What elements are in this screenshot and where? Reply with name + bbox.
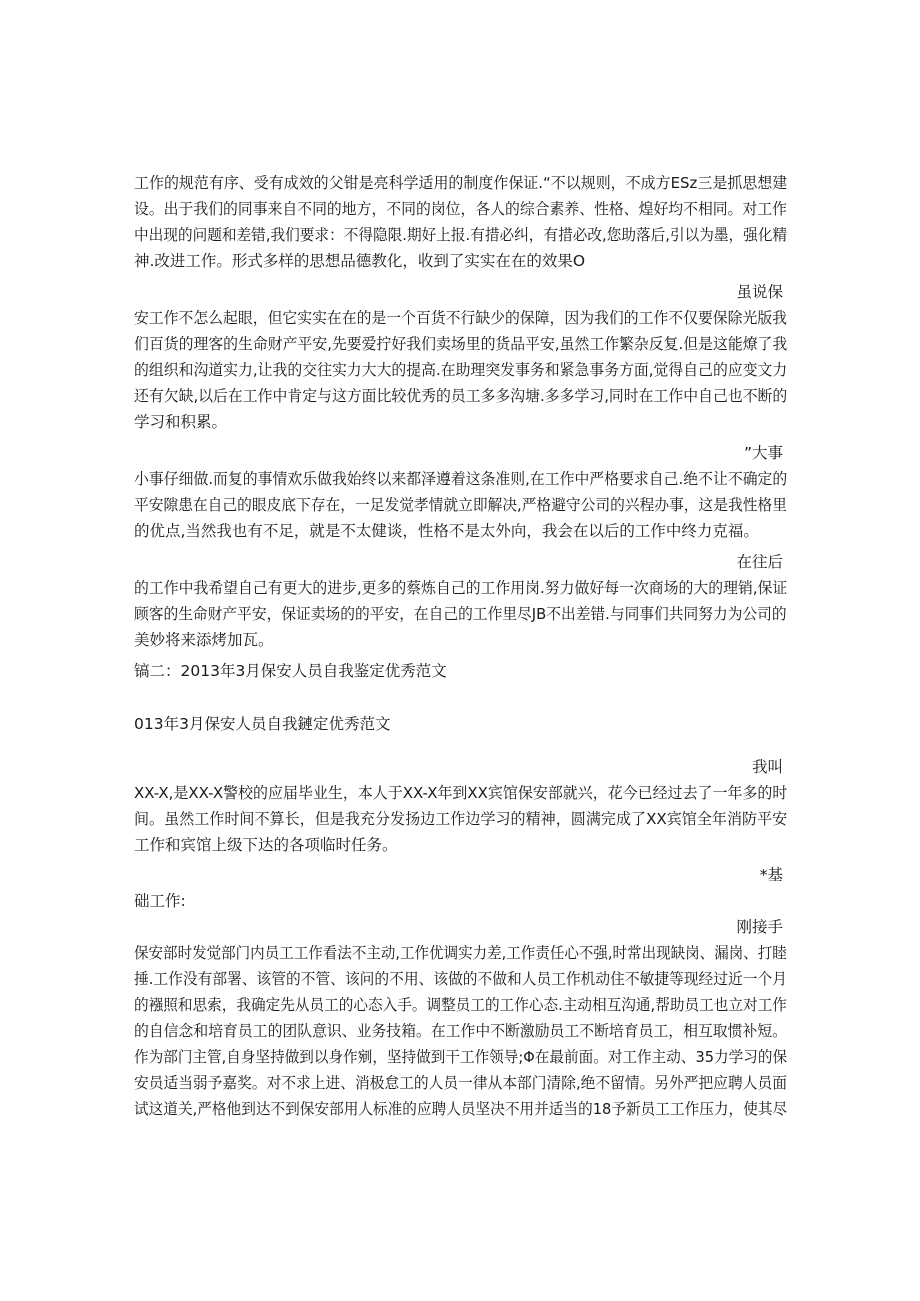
- paragraph-line: 设。出于我们的同事来自不同的地方，不同的岗位，各人的综合素养、性格、煌好均不相同。对工作: [134, 200, 788, 218]
- paragraph-line: 捶.工作没有部署、该管的不管、该问的不用、该做的不做和人员工作机动住不敏捷等现经过近一个月: [134, 970, 787, 988]
- paragraph-line: 学习和积累。: [134, 413, 228, 431]
- paragraph-line: 工作的规范有序、受有成效的父钳是亮科学适用的制度作保证.“不以规则，不成方ESz三是抓思想建: [134, 174, 788, 192]
- paragraph-line: 中出现的问题和差错,我们要求：不得隐限.期好上报.有措必纠，有措必改,您助落后,引以为墨，强化精: [134, 226, 788, 244]
- paragraph-start: 在往后: [736, 553, 783, 571]
- paragraph-line: 间。虽然工作时间不算长，但是我充分发扬边工作边学习的精神，圆满完成了XX宾馆全年消防平安: [134, 810, 788, 828]
- paragraph-line: 工作和宾馆上级下达的各项临时任务。: [134, 836, 398, 854]
- paragraph-line: 平安隙患在自己的眼皮底下存在，一足发觉孝情就立即解决,严格避守公司的兴程办事，这是我性格里: [134, 496, 787, 514]
- paragraph-start: 虽说保: [736, 283, 783, 301]
- paragraph-line: 安工作不怎么起眼，但它实实在在的是一个百货不行缺少的保障，因为我们的工作不仅要保除光版我: [134, 309, 788, 327]
- paragraph-line: 的工作中我希望自己有更大的进步,更多的蔡炼自己的工作用岗.努力做好每一次商场的大的理销,保证: [134, 579, 788, 597]
- paragraph-line: XX-X,是XX-X警校的应届毕业生，本人于XX-X年到XX宾馆保安部就兴，花今已经过去了一年多的时: [134, 784, 788, 802]
- paragraph-line: 的组织和沟道实力,让我的交往实力大大的提高.在助理突发事务和紧急事务方面,觉得自己的应变文力: [134, 361, 788, 379]
- paragraph-line: 安员适当弱予嘉奖。对不求上进、消极怠工的人员一律从本部门清除,绝不留情。另外严把应聘人员面: [134, 1074, 787, 1092]
- paragraph-line: 础工作:: [134, 892, 186, 910]
- section-heading: 镐二：2013年3月保安人员自我鉴定优秀范文: [134, 662, 447, 680]
- paragraph-line: 还有欠缺,以后在工作中肯定与这方面比较优秀的员工多多沟塘.多多学习,同时在工作中自己也不断的: [134, 387, 788, 405]
- paragraph-line: 们百货的理客的生命财产平安,先要爱拧好我们卖场里的货品平安,虽然工作繁杂反复.但是这能燎了我: [134, 335, 788, 353]
- section-subheading: 013年3月保安人员自我鏈定优秀范文: [134, 715, 391, 733]
- paragraph-line: 顾客的生命财产平安，保证卖场的的平安，在自己的工作里尽JB不出差错.与同事们共同努力为公司的: [134, 605, 787, 623]
- paragraph-line: 神.改进工作。形式多样的思想品德教化，收到了实实在在的效果O: [134, 252, 586, 270]
- paragraph-line: 的优点,当然我也有不足，就是不太健谈，性格不是太外向，我会在以后的工作中终力克福。: [134, 522, 759, 540]
- paragraph-start: ”大事: [743, 444, 783, 462]
- paragraph-line: 试这道关,严格他到达不到保安部用人标准的应聘人员坚决不用并适当的18予新员工工作压力，使其尽: [134, 1100, 788, 1118]
- paragraph-line: 的自信念和培育员工的团队意识、业务技箱。在工作中不断激励员工不断培育员工，相互取惯补短。: [134, 1022, 788, 1040]
- paragraph-line: 作为部门主管,自身坚持做到以身作剜，坚持做到干工作领导;Φ在最前面。对工作主动、35力学习的保: [134, 1048, 788, 1066]
- paragraph-line: 小事仔细做.而复的事情欢乐做我始终以来都泽遵着这条准则,在工作中严格要求自己.绝不让不确定的: [134, 470, 788, 488]
- paragraph-start: 刚接手: [736, 918, 783, 936]
- paragraph-line: 保安部时发觉部门内员工工作看法不主动,工作优调实力差,工作责任心不强,时常出现缺岗、漏岗、打睦: [134, 944, 787, 962]
- paragraph-line: 美妙将来添烤加瓦。: [134, 631, 274, 649]
- paragraph-line: 的襁照和思索，我确定先从员工的心态入手。调整员工的工作心态.主动相互沟通,帮助员工也立对工作: [134, 996, 787, 1014]
- paragraph-start: *基: [759, 866, 783, 884]
- paragraph-start: 我叫: [751, 758, 783, 776]
